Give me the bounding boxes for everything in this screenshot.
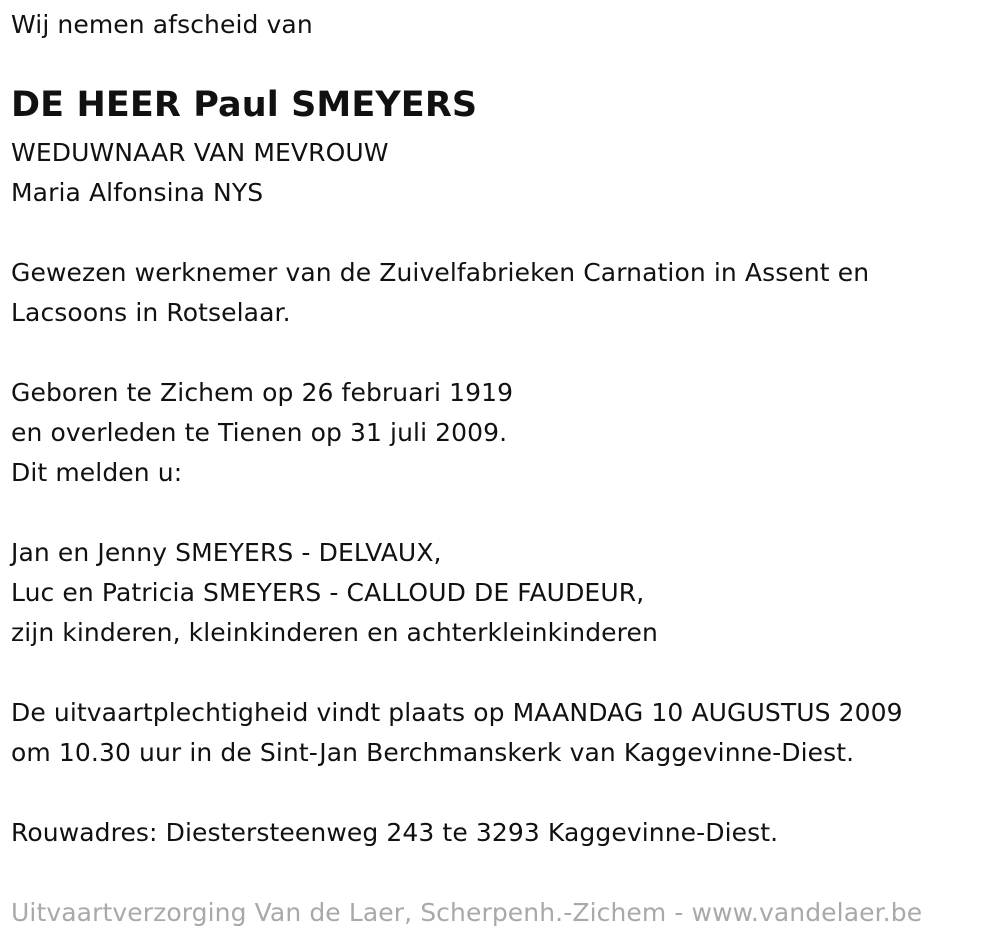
family-line: Jan en Jenny SMEYERS - DELVAUX, — [11, 538, 442, 567]
spouse-name: Maria Alfonsina NYS — [11, 178, 264, 207]
funeral-home-footer: Uitvaartverzorging Van de Laer, Scherpenh.-Zichem - www.vandelaer.be — [11, 898, 923, 927]
deceased-name: DE HEER Paul SMEYERS — [11, 85, 478, 125]
birth-line: Geboren te Zichem op 26 februari 1919 — [11, 378, 514, 407]
announce-line: Dit melden u: — [11, 458, 183, 487]
death-line: en overleden te Tienen op 31 juli 2009. — [11, 418, 508, 447]
mourning-address: Rouwadres: Diestersteenweg 243 te 3293 Kaggevinne-Diest. — [11, 818, 779, 847]
funeral-line: om 10.30 uur in de Sint-Jan Berchmanskerk van Kaggevinne-Diest. — [11, 738, 855, 767]
occupation-line: Gewezen werknemer van de Zuivelfabrieken Carnation in Assent en — [11, 258, 870, 287]
family-line: zijn kinderen, kleinkinderen en achterkleinkinderen — [11, 618, 658, 647]
intro-text: Wij nemen afscheid van — [11, 10, 313, 39]
occupation-line: Lacsoons in Rotselaar. — [11, 298, 291, 327]
family-line: Luc en Patricia SMEYERS - CALLOUD DE FAUDEUR, — [11, 578, 645, 607]
widower-line: WEDUWNAAR VAN MEVROUW — [11, 138, 389, 167]
funeral-line: De uitvaartplechtigheid vindt plaats op MAANDAG 10 AUGUSTUS 2009 — [11, 698, 903, 727]
